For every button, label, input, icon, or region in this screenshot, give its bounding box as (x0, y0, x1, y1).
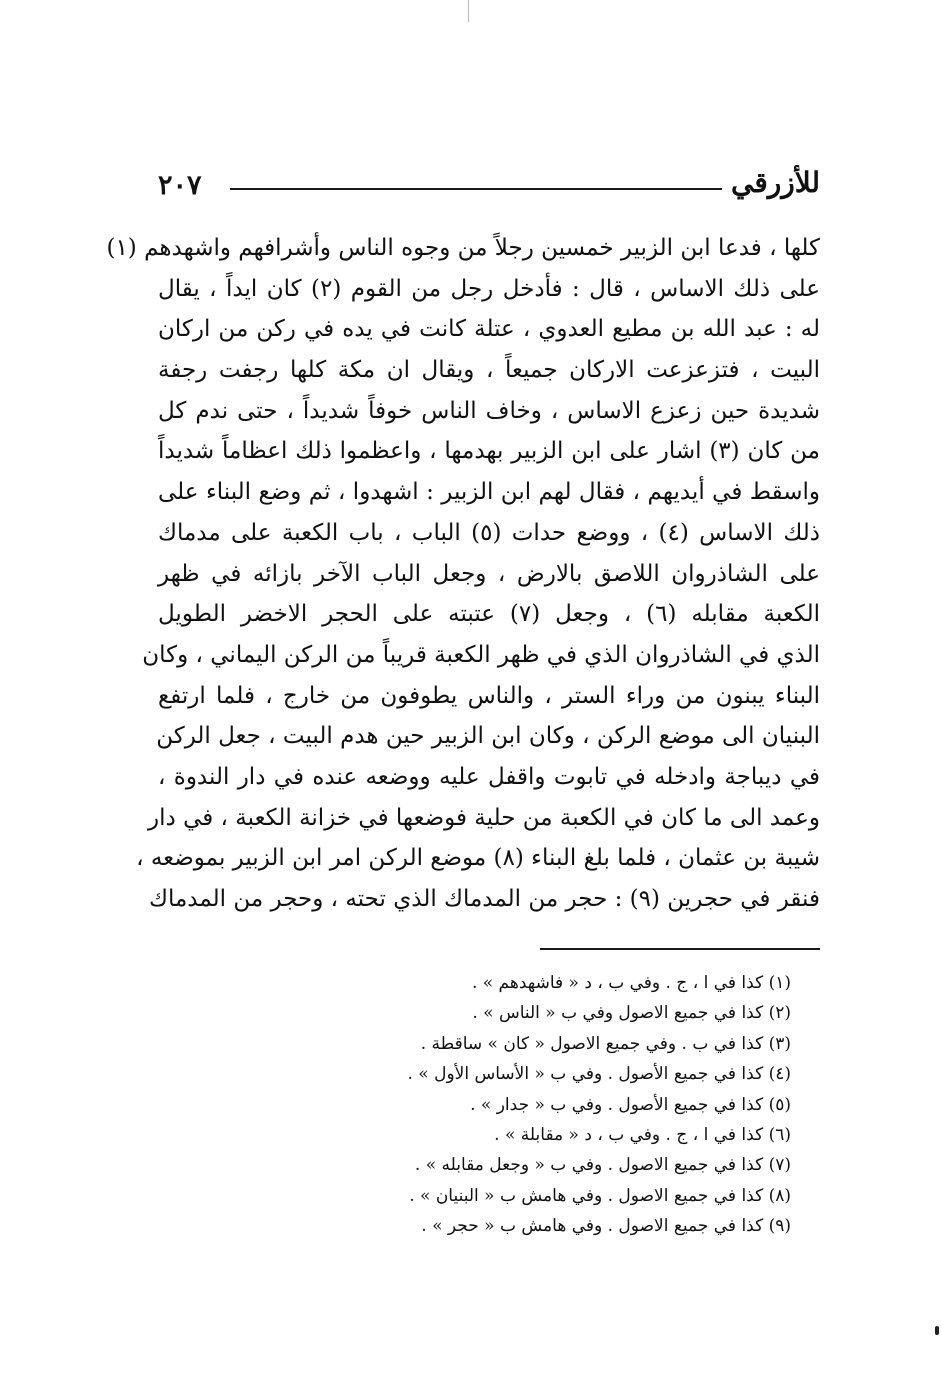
footnote-item: (٢) كذا في جميع الاصول وفي ب « الناس » . (472, 1003, 791, 1024)
running-title: للأزرقي (730, 166, 820, 199)
text-line: البناء يبنون من وراء الستر ، والناس يطوفون من خارج ، فلما ارتفع (158, 682, 820, 709)
text-line: ذلك الاساس (٤) ، ووضع حدات (٥) الباب ، باب الكعبة على مدماك (158, 519, 820, 546)
scan-edge-mark (935, 1326, 939, 1335)
text-line: البنيان الى موضع الركن ، وكان ابن الزبير حين هدم البيت ، جعل الركن (156, 723, 820, 750)
footnote-item: (٩) كذا في جميع الاصول . وفي هامش ب « حجر » . (421, 1216, 791, 1237)
page-header (158, 166, 820, 206)
text-line: من كان (٣) اشار على ابن الزبير بهدمها ، واعظموا ذلك اعظاماً شديداً (158, 438, 820, 465)
text-line: الكعبة مقابله (٦) ، وجعل (٧) عتبته على الحجر الاخضر الطويل (158, 601, 820, 628)
footnote-item: (٦) كذا في ا ، ج . وفي ب ، د « مقابلة » . (494, 1124, 791, 1145)
page-number: ٢٠٧ (158, 170, 202, 201)
footnotes (231, 968, 791, 1242)
text-line: الذي في الشاذروان الذي في ظهر الكعبة قريباً من الركن اليماني ، وكان (142, 641, 820, 668)
footnote-separator (540, 948, 820, 950)
main-text (106, 228, 820, 920)
text-line: وعمد الى ما كان في الكعبة من حلية فوضعها في خزانة الكعبة ، في دار (148, 804, 820, 831)
text-line: فنقر في حجرين (٩) : حجر من المدماك الذي تحته ، وحجر من المدماك (149, 886, 820, 912)
footnote-item: (٧) كذا في جميع الاصول . وفي ب « وجعل مقابله » . (414, 1155, 791, 1176)
text-line: واسقط في أيديهم ، فقال لهم ابن الزبير : اشهدوا ، ثم وضع البناء على (158, 479, 820, 506)
text-line: كلها ، فدعا ابن الزبير خمسين رجلاً من وجوه الناس وأشرافهم واشهدهم (١) (106, 235, 820, 261)
text-line: شيبة بن عثمان ، فلما بلغ البناء (٨) موضع الركن امر ابن الزبير بموضعه ، (136, 845, 820, 872)
text-line: شديدة حين زعزع الاساس ، وخاف الناس خوفاً شديداً ، حتى ندم كل (158, 397, 820, 424)
scan-crease-mark (468, 0, 469, 22)
footnote-item: (١) كذا في ا ، ج . وفي ب ، د « فاشهدهم » . (471, 973, 791, 993)
text-line: في ديباجة وادخله في تابوت واقفل عليه ووضعه عنده في دار الندوة ، (158, 763, 820, 790)
footnote-item: (٤) كذا في جميع الأصول . وفي ب « الأساس الأول » . (407, 1064, 791, 1085)
footnote-item: (٨) كذا في جميع الاصول . وفي هامش ب « البنيان » . (409, 1185, 791, 1206)
footnote-item: (٥) كذا في جميع الأصول . وفي ب « جدار » . (470, 1094, 791, 1115)
text-line: على ذلك الاساس ، قال : فأدخل رجل من القوم (٢) كان ايداً ، يقال (158, 275, 820, 302)
header-rule (230, 188, 722, 190)
text-line: له : عبد الله بن مطيع العدوي ، عتلة كانت في يده في ركن من اركان (158, 316, 820, 343)
text-line: البيت ، فتزعزعت الاركان جميعاً ، ويقال ان مكة كلها رجفت رجفة (158, 357, 820, 384)
footnote-item: (٣) كذا في ب . وفي جميع الاصول « كان » ساقطة . (420, 1033, 791, 1054)
text-line: على الشاذروان اللاصق بالارض ، وجعل الباب الآخر بازائه في ظهر (158, 560, 820, 587)
